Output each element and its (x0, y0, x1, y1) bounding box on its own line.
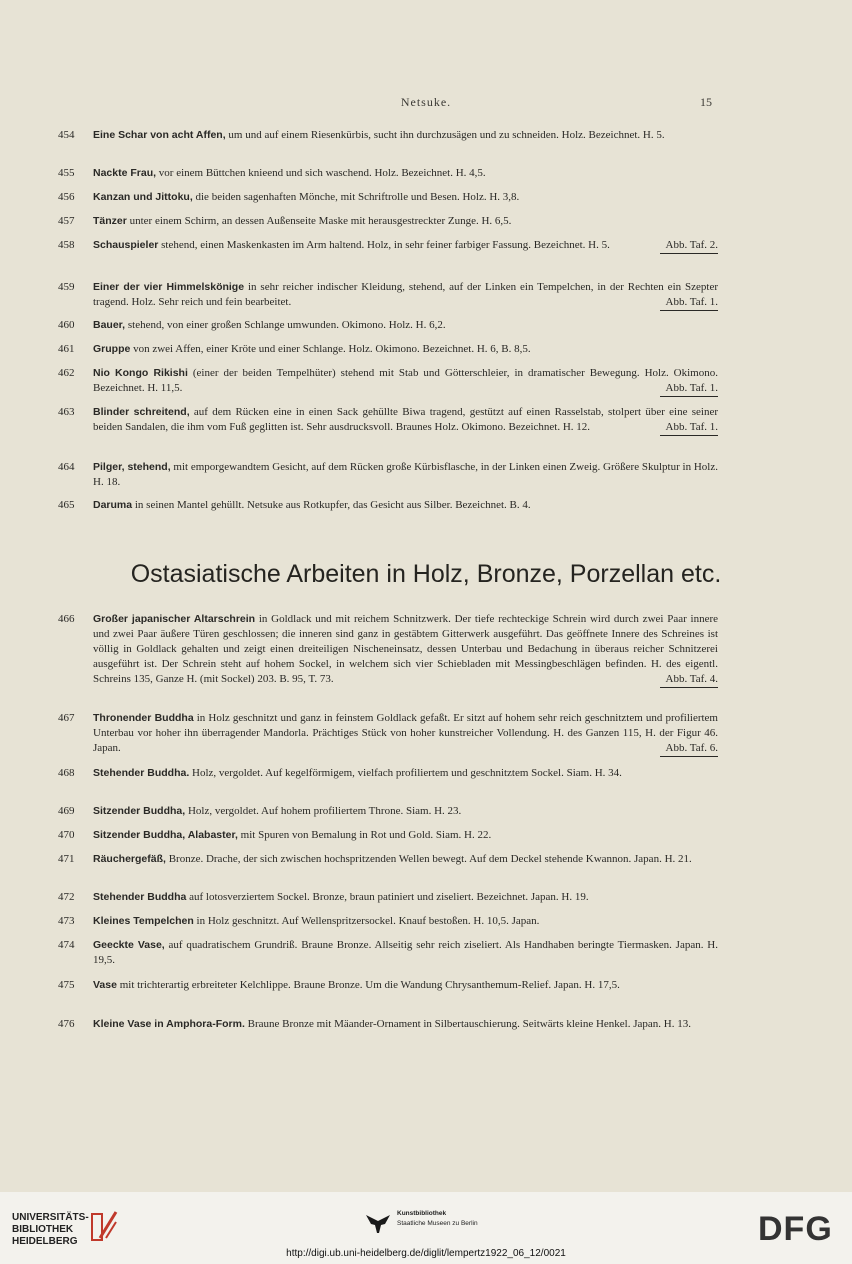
entry-text: vor einem Büttchen knieend und sich waschend. Holz. Bezeichnet. H. 4,5. (156, 167, 486, 179)
entry-description (93, 342, 718, 357)
entry-number: 470 (58, 829, 75, 841)
entry-title: Nackte Frau, (93, 167, 157, 179)
entry-number: 476 (58, 1018, 75, 1030)
entry-description (93, 938, 718, 968)
entry-title: Stehender Buddha (93, 891, 187, 903)
entry-description (93, 852, 718, 867)
kunstbibliothek-logo (397, 1209, 478, 1229)
page-number: 15 (700, 95, 712, 109)
plate-reference: Abb. Taf. 6. (660, 741, 719, 757)
catalog-entry (58, 190, 718, 205)
kunstbibliothek-eagle-icon (365, 1212, 391, 1234)
entry-number: 454 (58, 129, 75, 141)
entry-text: in Holz geschnitzt. Auf Wellenspritzersockel. Knauf bestoßen. H. 10,5. Japan. (193, 915, 540, 927)
entry-description (93, 978, 718, 993)
entry-number: 468 (58, 767, 75, 779)
entry-description (93, 128, 718, 143)
entry-text: in seinen Mantel gehüllt. Netsuke aus Rotkupfer, das Gesicht aus Silber. Bezeichnet. B. 4. (132, 499, 531, 511)
university-library-logo (12, 1212, 89, 1248)
entry-title: Bauer, (93, 319, 126, 331)
catalog-entry (58, 280, 718, 311)
entry-text: Bronze. Drache, der sich zwischen hochspritzenden Wellen bewegt. Auf dem Deckel stehende Kwannon. Japan. H. 21. (165, 853, 692, 865)
entry-title: Gruppe (93, 343, 131, 355)
entry-text: stehend, von einer großen Schlange umwunden. Okimono. Holz. H. 6,2. (125, 319, 446, 331)
entry-description (93, 828, 718, 843)
plate-reference: Abb. Taf. 1. (660, 381, 719, 397)
entry-title: Räuchergefäß, (93, 853, 166, 865)
entry-description (93, 366, 718, 396)
entry-text: stehend, einen Maskenkasten im Arm haltend. Holz, in sehr feiner farbiger Fassung. Bezeichnet. H. 5. (158, 239, 610, 251)
entry-number: 467 (58, 712, 75, 724)
entry-text: mit trichterartig erbreiteter Kelchlippe. Braune Bronze. Um die Wandung Chrysanthemum-Relief. Japan. H. 17,5. (116, 979, 620, 991)
entry-title: Pilger, stehend, (93, 461, 171, 473)
catalog-entry (58, 166, 718, 181)
catalog-entry (58, 460, 718, 490)
entry-title: Stehender Buddha. (93, 767, 190, 779)
entry-text: auf lotosverziertem Sockel. Bronze, braun patiniert und ziseliert. Bezeichnet. Japan. H. 19. (186, 891, 589, 903)
entry-number: 463 (58, 406, 75, 418)
university-library-logo-text: UNIVERSITÄTS- BIBLIOTHEK HEIDELBERG (12, 1212, 89, 1247)
catalog-entry (58, 938, 718, 968)
university-library-mark-icon (88, 1208, 118, 1244)
catalog-entry (58, 405, 718, 436)
entry-number: 459 (58, 281, 75, 293)
entry-text: in Goldlack und mit reichem Schnitzwerk. Der tiefe rechteckige Schrein wird durch zwei Paar innere und zwei Paar äußere Türen geschlossen; die inneren sind ganz in gestäbtem Gitterwerk ausgeführt. Das geöffnete Innere des Schreines ist völlig in Goldlack gehalten und zeigt einen dreiteiligen Nischeneinsatz, dessen Unterbau und Bedachung in überaus reicher Schnitzerei ausgeführt ist. Der Schrein steht auf hohem Sockel, in welchem sich vier Schiebladen mit Messingbeschlägen befinden. H. des eigentl. Schreins 135, Ganze H. (mit Sockel) 203. B. 95, T. 73. (93, 613, 718, 685)
catalog-entry (58, 498, 718, 513)
dfg-logo: DFG (758, 1210, 833, 1248)
entry-title: Großer japanischer Altarschrein (93, 613, 256, 625)
kunstbibliothek-name: Kunstbibliothek (397, 1210, 447, 1217)
entry-number: 458 (58, 239, 75, 251)
entry-number: 473 (58, 915, 75, 927)
entry-number: 464 (58, 461, 75, 473)
entry-text: von zwei Affen, einer Kröte und einer Schlange. Holz. Okimono. Bezeichnet. H. 6, B. 8,5. (130, 343, 531, 355)
catalog-entry (58, 214, 718, 229)
entry-number: 460 (58, 319, 75, 331)
entry-description (93, 460, 718, 490)
entry-text: Holz, vergoldet. Auf kegelförmigem, vielfach profiliertem und geschnitztem Sockel. Siam. H. 34. (189, 767, 622, 779)
entry-text: Holz, vergoldet. Auf hohem profiliertem Throne. Siam. H. 23. (185, 805, 462, 817)
entry-title: Thronender Buddha (93, 712, 194, 724)
entry-title: Einer der vier Himmelskönige (93, 281, 245, 293)
entry-number: 471 (58, 853, 75, 865)
running-header: Netsuke. (400, 95, 452, 109)
entry-title: Schauspieler (93, 239, 159, 251)
catalog-entry (58, 914, 718, 929)
entry-number: 465 (58, 499, 75, 511)
entry-text: auf dem Rücken eine in einen Sack gehüllte Biwa tragend, gestützt auf einen Rasselstab, stolpert über eine seiner beiden Sandalen, die ihm vom Fuß geglitten ist. Sehr ausdrucksvoll. Braunes Holz. Okimono. Bezeichnet. H. 12. (93, 406, 719, 433)
catalog-entry (58, 1017, 718, 1032)
entry-number: 469 (58, 805, 75, 817)
entry-text: mit Spuren von Bemalung in Rot und Gold. Siam. H. 22. (237, 829, 492, 841)
entry-description (93, 766, 718, 781)
entry-text: Braune Bronze mit Mäander-Ornament in Silbertauschierung. Seitwärts kleine Henkel. Japan. H. 13. (244, 1018, 691, 1030)
entry-title: Nio Kongo Rikishi (93, 367, 188, 379)
catalog-entry (58, 804, 718, 819)
entry-description (93, 711, 718, 756)
entry-title: Geeckte Vase, (93, 939, 165, 951)
entry-title: Vase (93, 979, 117, 991)
entry-title: Kleines Tempelchen (93, 915, 194, 927)
entry-number: 455 (58, 167, 75, 179)
entry-title: Tänzer (93, 215, 127, 227)
entry-title: Kanzan und Jittoku, (93, 191, 193, 203)
entry-text: auf quadratischem Grundriß. Braune Bronze. Allseitig sehr reich ziseliert. Als Handhaben beringte Tiermasken. Japan. H. 19,5. (93, 939, 718, 966)
entry-description (93, 280, 718, 310)
catalog-entry (58, 890, 718, 905)
entry-title: Eine Schar von acht Affen, (93, 129, 226, 141)
entry-title: Kleine Vase in Amphora-Form. (93, 1018, 245, 1030)
entry-text: (einer der beiden Tempelhüter) stehend mit Stab und Götterschleier, in dramatischer Bewegung. Holz. Okimono. Bezeichnet. H. 11,5. (93, 367, 718, 394)
catalog-entry (58, 318, 718, 333)
entry-description (93, 318, 718, 333)
entry-description (93, 890, 718, 905)
entry-number: 475 (58, 979, 75, 991)
entry-number: 474 (58, 939, 75, 951)
catalog-entry (58, 711, 718, 757)
catalog-entry (58, 238, 718, 254)
entry-title: Sitzender Buddha, Alabaster, (93, 829, 238, 841)
entry-text: die beiden sagenhaften Mönche, mit Schriftrolle und Besen. Holz. H. 3,8. (192, 191, 520, 203)
entry-description (93, 166, 718, 181)
source-url-link[interactable]: http://digi.ub.uni-heidelberg.de/diglit/lempertz1922_06_12/0021 (286, 1248, 566, 1259)
entry-number: 472 (58, 891, 75, 903)
entry-text: in sehr reicher indischer Kleidung, stehend, auf der Linken ein Tempelchen, in der Rechten ein Szepter tragend. Holz. Sehr reich und fein bearbeitet. (93, 281, 718, 308)
catalog-entry (58, 128, 718, 143)
entry-description (93, 612, 718, 687)
catalog-entry (58, 852, 718, 867)
entry-description (93, 914, 718, 929)
entry-number: 466 (58, 613, 75, 625)
entry-description (93, 238, 718, 253)
plate-reference: Abb. Taf. 1. (660, 420, 719, 436)
catalog-entry (58, 612, 718, 688)
entry-text: um und auf einem Riesenkürbis, sucht ihn durchzusägen und zu schneiden. Holz. Bezeichnet. H. 5. (225, 129, 665, 141)
entry-description (93, 190, 718, 205)
entry-text: in Holz geschnitzt und ganz in feinstem Goldlack gefaßt. Er sitzt auf hohem sehr reich geschnitztem und profiliertem Unterbau vor hoher ihn überragender Mandorla. Prächtiges Stück von hoher kunstreicher Vollendung. H. des Ganzen 115, H. der Figur 46. Japan. (93, 712, 718, 754)
catalog-entry (58, 978, 718, 993)
section-heading: Ostasiatische Arbeiten in Holz, Bronze, Porzellan etc. (130, 560, 722, 588)
entry-description (93, 1017, 718, 1032)
entry-text: unter einem Schirm, an dessen Außenseite Maske mit herausgestreckter Zunge. H. 6,5. (126, 215, 512, 227)
plate-reference: Abb. Taf. 4. (660, 672, 719, 688)
entry-text: mit emporgewandtem Gesicht, auf dem Rücken große Kürbisflasche, in der Linken einen Zweig. Größere Skulptur in Holz. H. 18. (93, 461, 718, 488)
entry-number: 461 (58, 343, 75, 355)
plate-reference: Abb. Taf. 2. (660, 238, 719, 254)
plate-reference: Abb. Taf. 1. (660, 295, 719, 311)
kunstbibliothek-subtitle: Staatliche Museen zu Berlin (397, 1220, 478, 1227)
entry-title: Daruma (93, 499, 133, 511)
entry-description (93, 405, 718, 435)
entry-number: 462 (58, 367, 75, 379)
catalog-entry (58, 366, 718, 397)
entry-description (93, 804, 718, 819)
entry-number: 457 (58, 215, 75, 227)
entry-title: Blinder schreitend, (93, 406, 190, 418)
catalog-entry (58, 766, 718, 781)
entry-description (93, 214, 718, 229)
entry-title: Sitzender Buddha, (93, 805, 186, 817)
entry-description (93, 498, 718, 513)
catalog-entry (58, 828, 718, 843)
entry-number: 456 (58, 191, 75, 203)
catalog-entry (58, 342, 718, 357)
